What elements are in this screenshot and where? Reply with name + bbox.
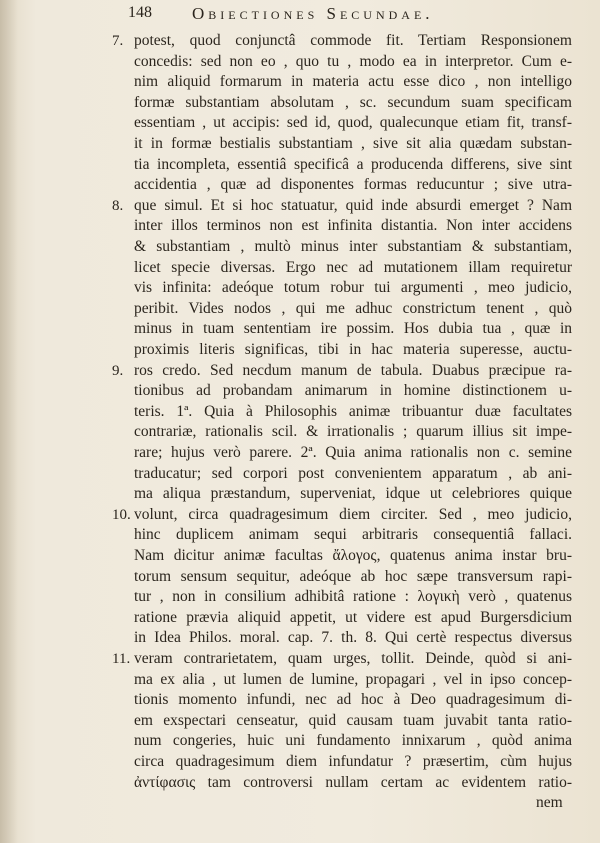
text-line: torum sensum sequitur, adeóque ab hoc sæpe transversum rapi- [134, 567, 572, 585]
text-line: traducatur; sed corpori post convenientem apparatum , ab ani- [134, 464, 572, 482]
text-line: num congeries, huic uni fundamento innixarum , quòd anima [134, 732, 572, 750]
text-line: teris. 1ª. Quia à Philosophis animæ tribuantur duæ facultates [134, 402, 572, 420]
text-line: minus in tuam sententiam ire possim. Hos dubia tua , quæ in [134, 320, 572, 338]
text-line: Nam dicitur animæ facultas ἄλογος, quatenus anima instar bru- [134, 547, 572, 564]
text-line: circa quadragesimum diem infundatur ? præsertim, cùm hujus [134, 753, 572, 770]
text-line: accidentia , quæ ad disponentes formas reducuntur ; sive utra- [134, 176, 572, 194]
text-line: tia incompleta, essentiâ specificâ a producenda differens, sive sint [134, 155, 572, 173]
text-line: essentiam , ut accipis: sed id, quod, qualecunque etiam fit, transf- [134, 114, 572, 132]
margin-note-number: 7. [112, 33, 124, 49]
text-line: veram contrarietatem, quam urges, tollit. Deinde, quòd si ani- [134, 650, 572, 667]
text-line: inter illos terminos non est infinita distantia. Non inter accidens [134, 217, 572, 235]
text-line: tur , non in consilium adhibitâ ratione : λογικὴ verò , quatenus [134, 588, 572, 606]
text-line: ros credo. Sed necdum manum de tabula. Duabus præcipue ra- [134, 361, 572, 379]
text-line: vis infinita: adeóque totum robur tui argumenti , meo judicio, [134, 279, 572, 297]
text-line: ratione prævia aliquid appetit, ut videre est apud Burgersdicium [134, 608, 572, 626]
margin-note-number: 10. [112, 506, 131, 523]
text-line: contrariæ, rationalis scil. & irrationalis ; quarum illius sit impe- [134, 423, 572, 441]
text-line: ἀντίφασις tam controversi nullam certam ac evidentem ratio- [134, 773, 572, 791]
text-line: que simul. Et si hoc statuatur, quid inde absurdi emerget ? Nam [134, 196, 572, 214]
text-line: ma aliqua præstandum, superveniat, idque ut celebriores quique [134, 485, 572, 503]
text-line: tionis momento infundi, nec ad hoc à Deo quadragesimum di- [134, 691, 572, 709]
text-line: licet specie diversas. Ergo nec ad mutationem illam requiretur [134, 258, 572, 276]
margin-note-number: 9. [112, 362, 124, 379]
running-title: Obiectiones Secundae. [192, 4, 434, 23]
text-line: nim aliquid formarum in materia actu esse dico , non intelligo [134, 73, 572, 91]
text-line: rare; hujus verò parere. 2ª. Quia anima rationalis non c. semine [134, 444, 572, 461]
text-line: & substantiam , multò minus inter substantiam & substantiam, [134, 238, 572, 255]
text-line: potest, quod conjunctâ commode fit. Tertiam Responsionem [134, 32, 572, 49]
text-line: concedis: sed non eo , quo tu , modo ea in interpretor. Cum e- [134, 52, 572, 70]
margin-note-number: 11. [112, 651, 131, 667]
text-line: em exspectari censeatur, quid causam tuam juvabit tanta ratio- [134, 711, 572, 729]
margin-note-number: 8. [112, 197, 124, 214]
text-line: peribit. Vides nodos , qui me adhuc constrictum tenent , quò [134, 299, 572, 317]
text-line: nem [536, 794, 563, 812]
text-line: ma ex alia , ut lumen de lumine, propagari , vel in ipso concep- [134, 670, 572, 688]
page-number: 148 [128, 4, 152, 21]
text-line: in Idea Philos. moral. cap. 7. th. 8. Qui certè respectus diversus [134, 629, 572, 647]
text-line: volunt, circa quadragesimum diem circiter. Sed , meo judicio, [134, 505, 572, 523]
text-line: formæ substantiam absolutam , sc. secundum suam specificam [134, 93, 572, 111]
text-line: it in formæ bestialis substantiam , sive sit alia quædam substan- [134, 135, 572, 152]
text-line: proximis literis significas, tibi in hac materia superesse, auctu- [134, 341, 572, 358]
text-line: hinc duplicem animam sequi arbitraris consequentiâ fallaci. [134, 526, 572, 544]
text-line: tionibus ad probandam animarum in homine distinctionem u- [134, 382, 572, 400]
